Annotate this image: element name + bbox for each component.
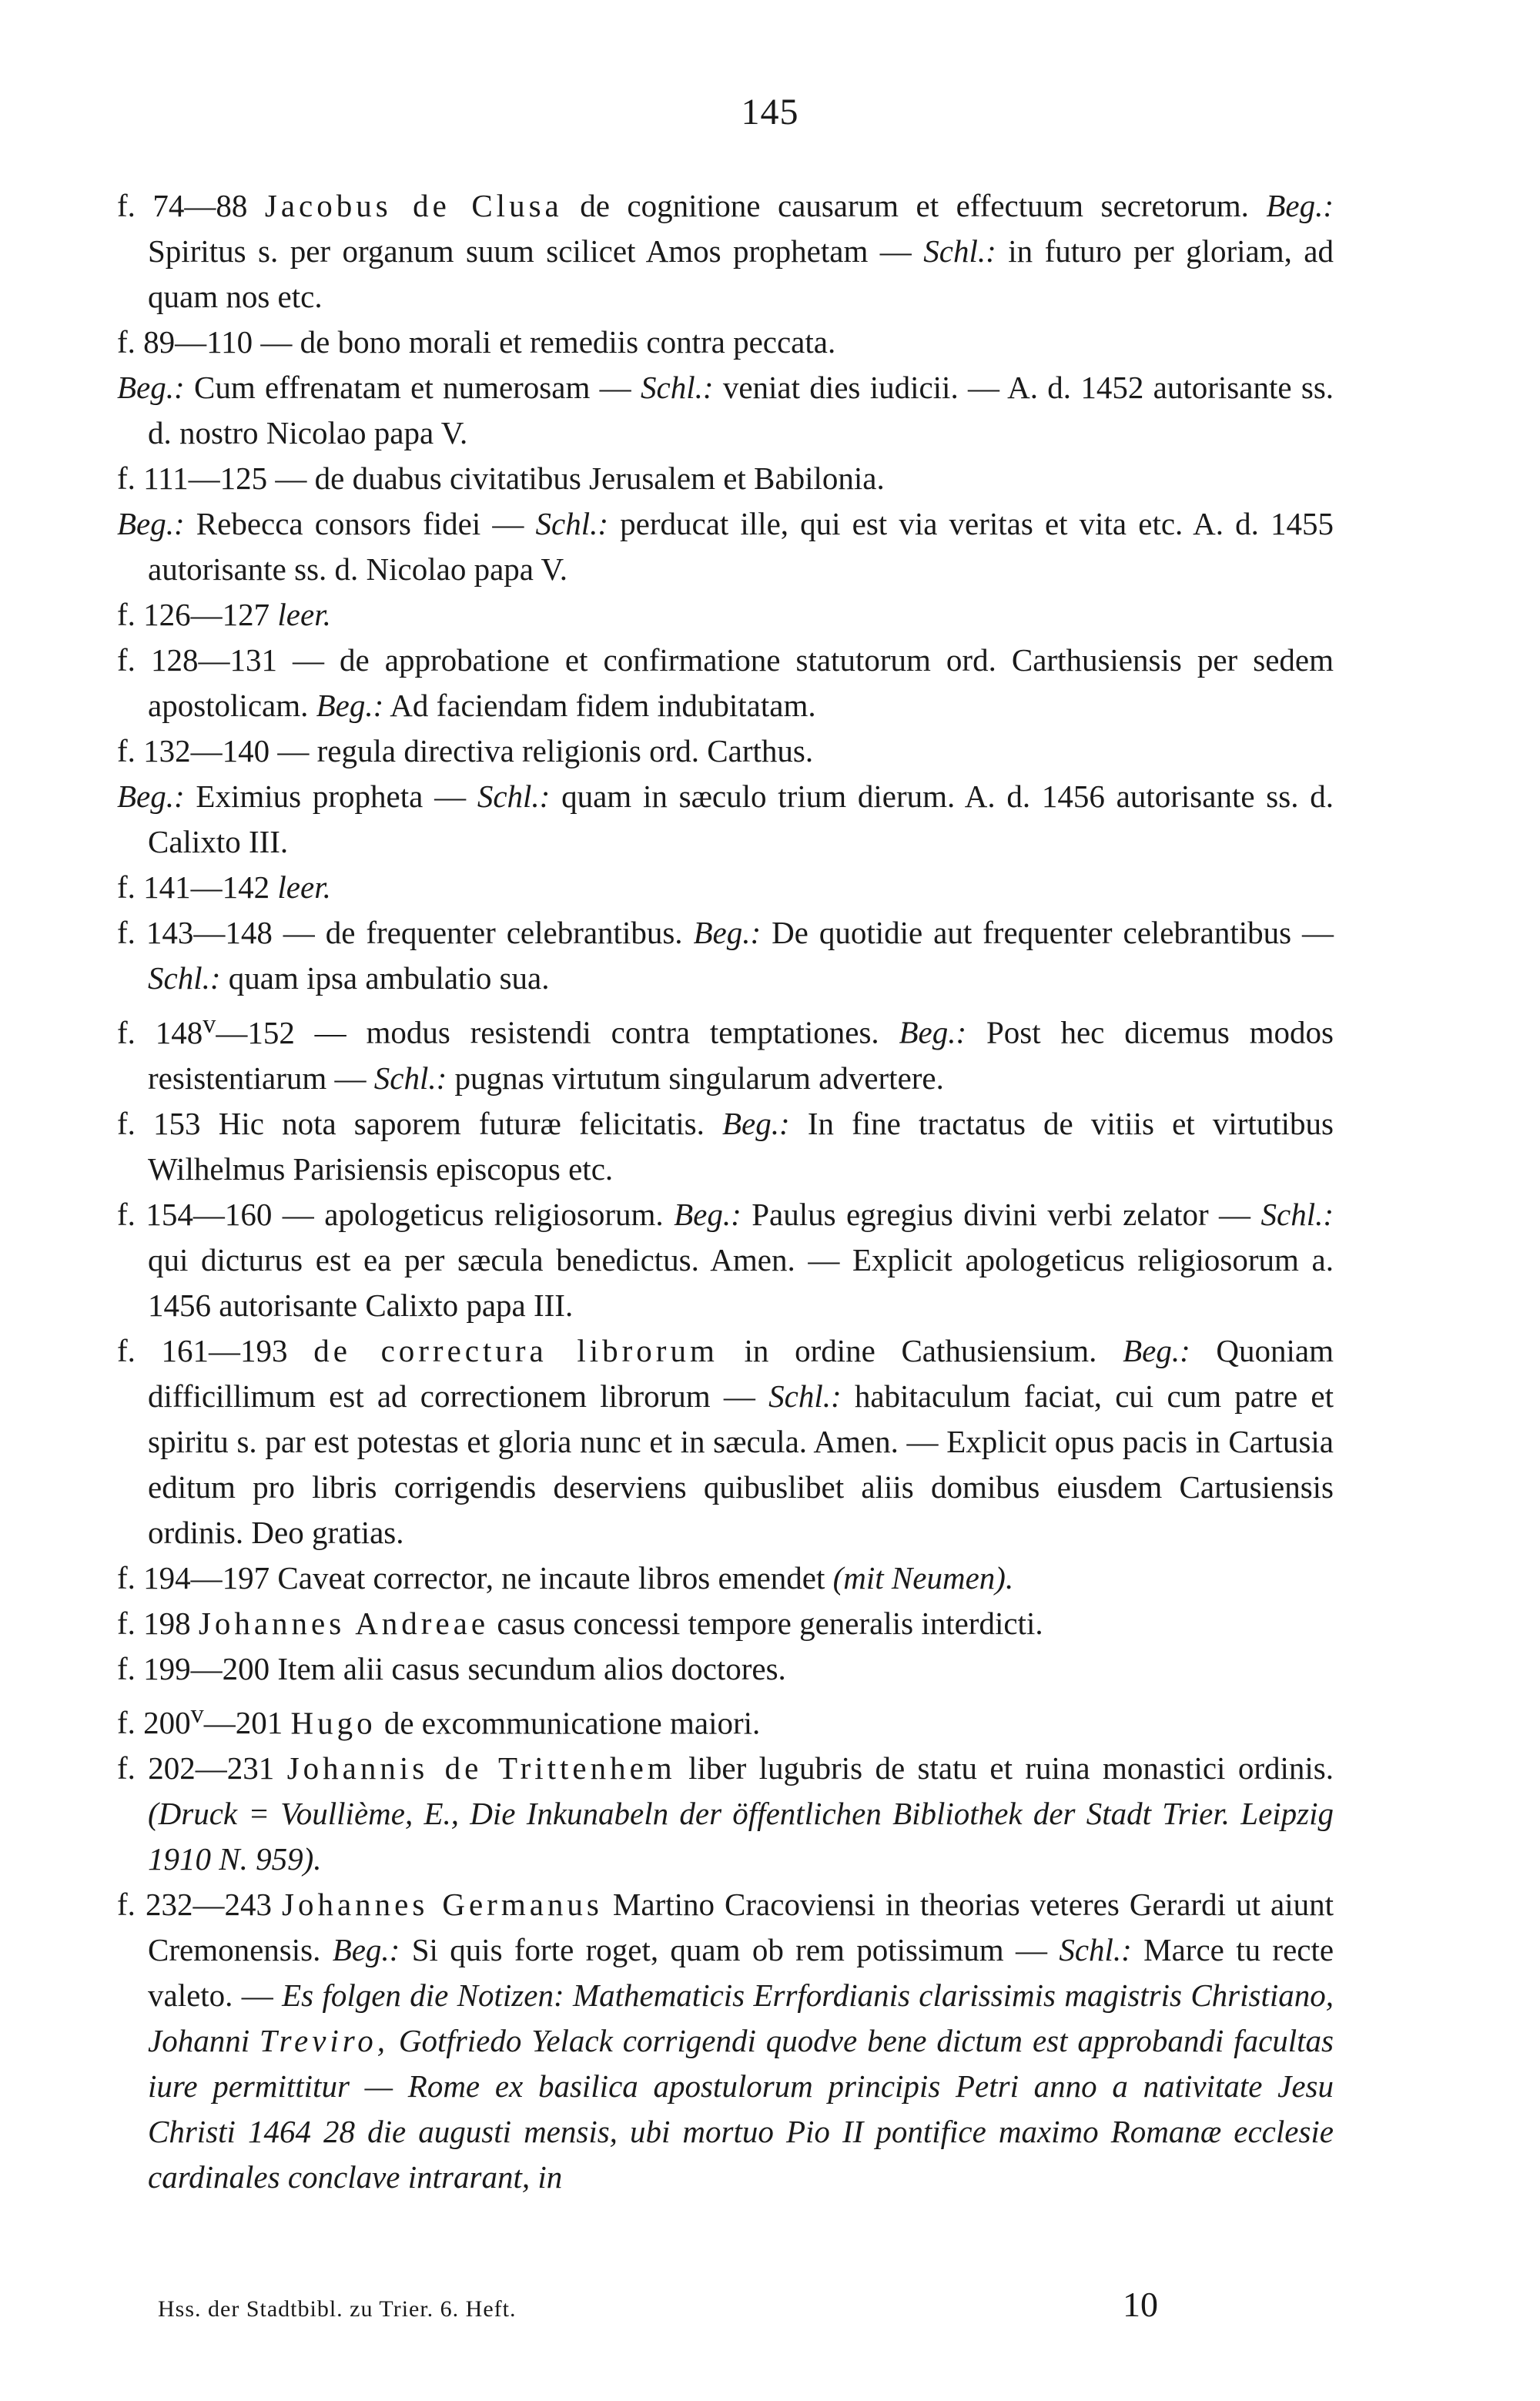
schl-label: Schl.: [768, 1378, 842, 1414]
list-item [117, 1692, 1334, 1746]
folio-verso: v [203, 1010, 216, 1038]
incipit: De quotidie aut frequenter celebrantibus — [772, 915, 1334, 950]
italic-text: Gotfriedo Yelack corrigendi quodve bene dictum est approbandi facultas iure permittitur — Rome ex basilica apostulorum principis Petri anno a nativitate Jesu Christi 1464 28 die augusti mensis, ubi mortuo Pio II pontifice maximo Romanæ ecclesie cardinales conclave intrarant, in [148, 2023, 1334, 2195]
schl-label: Schl.: [641, 370, 714, 405]
list-item [117, 910, 1334, 1001]
schl-label: Schl.: [1059, 1932, 1132, 1968]
folio-verso: v [190, 1699, 204, 1729]
folio-ref: f. 89—110 [117, 324, 253, 360]
folio-ref: f. 126—127 [117, 597, 270, 632]
work-title: casus concessi tempore generalis interdicti. [497, 1605, 1043, 1641]
work-title: Hic nota saporem futuræ felicitatis. [218, 1105, 705, 1141]
work-title: Martino Cracoviensi in theorias veteres Gerardi ut aiunt Cremonensis. [148, 1887, 1334, 1968]
schl-label: Schl.: [923, 233, 996, 269]
work-title: — de duabus civitatibus Jerusalem et Babilonia. [275, 460, 885, 496]
list-item [117, 638, 1334, 728]
list-item [117, 183, 1334, 320]
incipit: Si quis forte roget, quam ob rem potissimum — [411, 1932, 1047, 1968]
incipit: Cum effrenatam et numerosam — [193, 370, 631, 405]
incipit: Post hec dicemus modos resistentiarum — [148, 1014, 1334, 1096]
work-title: — modus resistendi contra temptationes. [314, 1014, 879, 1050]
list-item [117, 320, 1334, 456]
list-item [117, 1646, 1334, 1692]
folio-ref: f. 141—142 [117, 869, 270, 905]
work-title: — regula directiva religionis ord. Carthus. [277, 733, 814, 769]
list-item [117, 592, 1334, 638]
folio-ref: f. 148$^v$—152 [117, 1010, 295, 1050]
folio-ref: f. 202—231 [117, 1750, 275, 1787]
leer-note: leer. [277, 597, 331, 632]
folio-ref: f. 111—125 [117, 460, 268, 496]
work-title: liber lugubris de statu et ruina monastici ordinis. [688, 1750, 1334, 1787]
work-title-spaced: de correctura librorum [313, 1332, 718, 1368]
list-item [117, 865, 1334, 910]
folio-ref: f. 154—160 [117, 1196, 273, 1232]
incipit: Rebecca consors fidei — [196, 506, 524, 541]
list-item [117, 1882, 1334, 2200]
work-title: — de approbatione et confirmatione statutorum ord. Carthusiensis per sedem apostolicam. [148, 642, 1334, 723]
work-title: in ordine Cathusiensium. [744, 1332, 1097, 1368]
explicit: veniat dies iudicii. — [722, 370, 1000, 405]
incipit: Quoniam difficillimum est ad correctionem librorum — [148, 1332, 1334, 1414]
explicit: habitaculum faciat, cui cum patre et spiritu s. par est potestas et gloria nunc et in sæcula. Amen. — Explicit opus pacis in Cartusia editum pro libris corrigendis deserviens quibuslibet aliis domibus eiusdem Cartusiensis ordinis. Deo gratias. [148, 1378, 1334, 1550]
explicit: perducat ille, qui est via veritas et vita etc. A. d. 1455 autorisante ss. d. Nicolao papa V. [148, 506, 1334, 587]
page-number: 145 [741, 92, 799, 132]
list-item [117, 728, 1334, 865]
explicit: pugnas virtutum singularum advertere. [454, 1060, 944, 1096]
folio-ref: f. 132—140 [117, 733, 270, 769]
schl-label: Schl.: [535, 506, 609, 541]
list-item [117, 1328, 1334, 1555]
work-title: de cognitione causarum et effectuum secretorum. [580, 188, 1249, 223]
signature-mark: 10 [1123, 2285, 1158, 2324]
folio-ref: f. 200$^v$—201 [117, 1699, 283, 1741]
italic-lead: Es folgen die Notizen: [282, 1977, 564, 2014]
work-title: — de bono morali et remediis contra peccata. [260, 324, 836, 360]
italic-spaced-name: Treviro, [259, 2023, 389, 2059]
incipit: Paulus egregius divini verbi zelator — [752, 1196, 1251, 1232]
folio-ref: f. 232—243 [117, 1887, 272, 1923]
schl-label: Schl.: [373, 1060, 447, 1096]
explicit: qui dicturus est ea per sæcula benedictus. Amen. [148, 1241, 795, 1278]
schl-label: Schl.: [148, 960, 221, 996]
note: — Explicit apologeticus religiosorum a. 1456 autorisante Calixto papa III. [148, 1241, 1334, 1323]
incipit: In fine tractatus de vitiis et virtutibus Wilhelmus Parisiensis episcopus etc. [148, 1105, 1334, 1187]
explicit: quam ipsa ambulatio sua. [228, 960, 550, 996]
author-name: Jacobus de Clusa [264, 188, 563, 223]
author-name: Johannes Andreae [198, 1605, 490, 1641]
schl-label: Schl.: [1260, 1196, 1334, 1232]
author-name: Johannis de Trittenhem [286, 1750, 676, 1787]
footer-source: Hss. der Stadtbibl. zu Trier. 6. Heft. [158, 2296, 517, 2322]
italic-note: (mit Neumen). [832, 1559, 1014, 1596]
list-item [117, 1192, 1334, 1328]
work-title: Caveat corrector, ne incaute libros emendet [277, 1559, 825, 1596]
beg-label: Beg.: [1123, 1332, 1190, 1368]
beg-label: Beg.: [674, 1196, 742, 1232]
folio-ref: f. 74—88 [117, 188, 248, 223]
beg-label: Beg.: [722, 1105, 790, 1141]
explicit: in futuro per gloriam, ad quam nos etc. [148, 233, 1334, 314]
beg-label: Beg.: [316, 688, 384, 723]
explicit: Marce tu recte valeto. — [148, 1932, 1334, 2014]
incipit: Spiritus s. per organum suum scilicet Amos prophetam — [148, 233, 912, 269]
beg-label: Beg.: [332, 1932, 400, 1968]
folio-ref: f. 198 [117, 1605, 191, 1641]
author-name: Hugo [290, 1705, 377, 1741]
list-item [117, 1555, 1334, 1601]
author-name: Johannes Germanus [282, 1887, 603, 1923]
note: A. d. 1452 autorisante ss. d. nostro Nicolao papa V. [148, 370, 1334, 450]
italic-note: (Druck = Voullième, E., Die Inkunabeln der öffentlichen Bibliothek der Stadt Trier. Leipzig 1910 N. 959). [148, 1796, 1334, 1877]
list-item [117, 1746, 1334, 1882]
catalog-entries [117, 183, 1334, 2200]
beg-label: Beg.: [117, 370, 185, 405]
beg-label: Beg.: [117, 779, 185, 814]
incipit: Ad faciendam fidem indubitatam. [390, 688, 816, 723]
folio-ref: f. 161—193 [117, 1332, 288, 1368]
work-title: — de frequenter celebrantibus. [283, 915, 683, 950]
beg-label: Beg.: [117, 506, 185, 541]
explicit: quam in sæculo trium dierum. [561, 779, 956, 814]
work-title: de excommunicatione maiori. [383, 1705, 761, 1741]
leer-note: leer. [277, 869, 331, 905]
work-title: Item alii casus secundum alios doctores. [277, 1650, 786, 1686]
beg-label: Beg.: [693, 915, 762, 950]
note: A. d. 1456 autorisante ss. d. Calixto III. [148, 779, 1334, 859]
list-item [117, 456, 1334, 592]
italic-text: Mathematicis Errfordianis clarissimis magistris Christiano, Johanni [148, 1977, 1334, 2059]
list-item [117, 1101, 1334, 1192]
incipit: Eximius propheta — [196, 779, 467, 814]
folio-ref: f. 194—197 [117, 1559, 270, 1596]
folio-ref: f. 153 [117, 1105, 201, 1141]
list-item [117, 1001, 1334, 1101]
list-item [117, 1601, 1334, 1646]
folio-ref: f. 128—131 [117, 642, 277, 678]
work-title: — apologeticus religiosorum. [282, 1196, 664, 1232]
schl-label: Schl.: [477, 779, 551, 814]
beg-label: Beg.: [1266, 188, 1334, 223]
folio-ref: f. 143—148 [117, 915, 273, 950]
beg-label: Beg.: [899, 1014, 967, 1050]
folio-ref: f. 199—200 [117, 1650, 270, 1686]
